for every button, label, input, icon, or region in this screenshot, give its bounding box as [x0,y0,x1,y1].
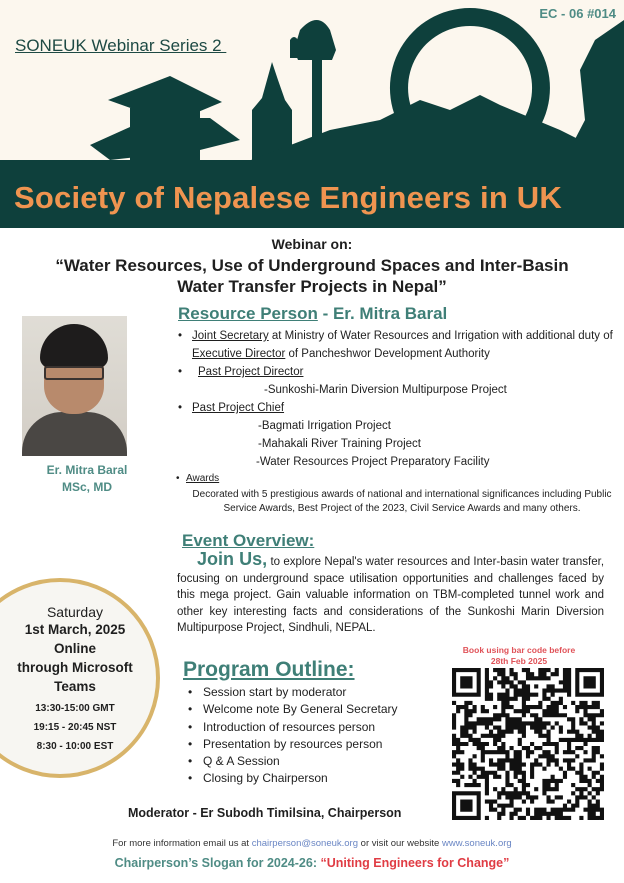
speaker-name: Er. Mitra Baral [46,463,128,477]
role-title: Awards [186,473,220,484]
header-banner [0,0,624,228]
resource-person-details [178,327,618,487]
role-text: of Pancheshwor Development Authority [285,348,490,360]
event-time-est: 8:30 - 10:00 EST [36,741,114,752]
chairperson-slogan [0,856,624,870]
join-us-label: Join Us, [197,549,268,569]
role-text: at Ministry of Water Resources and Irrigation with additional duty of [268,330,613,342]
program-item: • Session start by moderator [188,684,398,701]
speaker-caption [22,462,152,496]
project-item: -Water Resources Project Preparatory Facility [256,456,490,468]
booking-line1: Book using bar code before [462,645,576,655]
event-platform-line2: Teams [54,679,96,694]
event-overview-text [177,551,604,637]
project-item: -Sunkoshi-Marin Diversion Multipurpose Project [264,384,507,396]
speaker-photo [22,316,127,456]
booking-note [440,645,598,667]
slogan-label: Chairperson’s Slogan for 2024-26: [114,856,321,870]
program-outline-list [188,684,398,788]
event-date: 1st March, 2025 [24,622,126,637]
moderator: Moderator - Er Subodh Timilsina, Chairperson [128,806,402,820]
email-link[interactable]: chairperson@soneuk.org [251,838,359,849]
event-time-nst: 19:15 - 20:45 NST [33,722,117,733]
slogan-text: “Uniting Engineers for Change” [320,856,510,870]
awards-description: Decorated with 5 prestigious awards of national and international significances including Public Service Awards, Best Project of the 2023, Civil Service Awards and many others. [192,489,612,514]
webinar-title: “Water Resources, Use of Underground Spaces and Inter-Basin Water Transfer Projects in Nepal” [55,256,569,296]
info-prefix: For more information email us at [112,838,252,849]
role-awards [176,471,618,487]
contact-info [0,838,624,849]
event-overview-heading: Event Overview: [182,531,315,550]
info-mid: or visit our website [358,838,442,849]
resource-person-name: - Er. Mitra Baral [317,304,448,323]
qr-code[interactable] [452,668,604,820]
event-platform-line1: through Microsoft [17,660,133,675]
resource-person-label: Resource Person [178,304,318,323]
overview-body: to explore Nepal's water resources and Inter-basin water transfer, focusing on underground space utilisation opportunities and challenges faced by this mega project. Gain valuable information on TBM-completed tunnel work and other key interesting facts and considerations of the Sunkoshi Marin Diversion Multipurpose Project, Sindhuli, NEPAL. [177,556,605,634]
project-item: -Bagmati Irrigation Project [258,420,391,432]
event-code: EC - 06 #014 [539,6,616,21]
event-info [0,604,150,756]
role-title: Past Project Chief [192,402,285,414]
speaker-degrees: MSc, MD [61,480,112,494]
resource-person-heading [178,304,447,324]
website-link[interactable]: www.soneuk.org [441,838,512,849]
program-outline-heading: Program Outline: [183,658,355,681]
organization-title: Society of Nepalese Engineers in UK [14,180,562,215]
project-item: -Mahakali River Training Project [258,438,421,450]
event-time-gmt: 13:30-15:00 GMT [35,703,115,714]
program-item: • Closing by Chairperson [188,770,398,787]
event-day: Saturday [46,604,104,620]
qr-modules [452,668,604,820]
webinar-label: Webinar on: [271,236,353,252]
role-title: Executive Director [192,348,286,360]
program-item: • Q & A Session [188,753,398,770]
role-past-director [178,363,618,381]
booking-deadline: 28th Feb 2025 [490,656,548,666]
event-mode: Online [53,641,96,656]
program-item: • Presentation by resources person [188,736,398,753]
role-title: Joint Secretary [192,330,269,342]
program-item: • Introduction of resources person [188,719,398,736]
role-past-chief [178,399,618,417]
role-joint-secretary [178,327,618,363]
webinar-series-label: SONEUK Webinar Series 2 [15,36,227,55]
role-title: Past Project Director [198,366,304,378]
program-item: • Welcome note By General Secretary [188,701,398,718]
